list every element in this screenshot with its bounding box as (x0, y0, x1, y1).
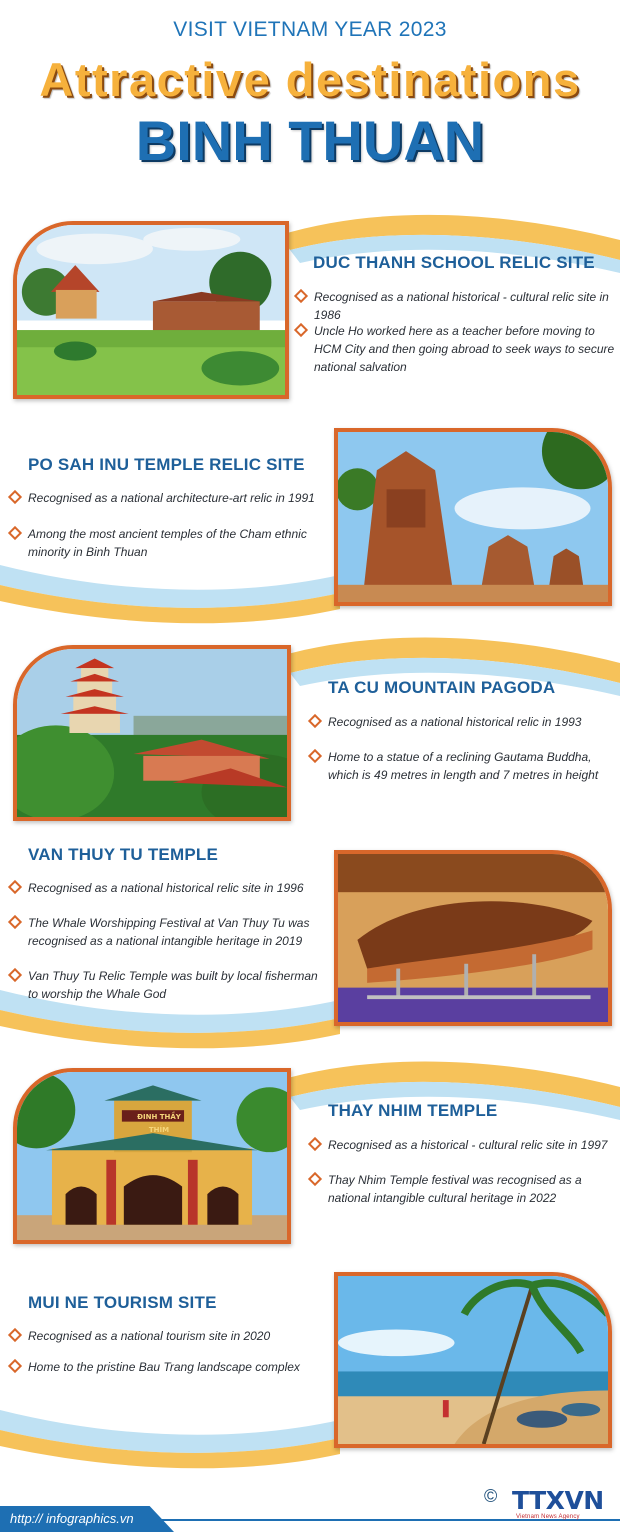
bullet-ta-cu-1: Recognised as a national historical relic in 1993 (310, 713, 618, 731)
bullet-van-thuy-tu-3: Van Thuy Tu Relic Temple was built by local fisherman to worship the Whale God (10, 967, 330, 1003)
bullet-thay-nhim-1: Recognised as a historical - cultural relic site in 1997 (310, 1136, 618, 1154)
site-title-thay-nhim: THAY NHIM TEMPLE (328, 1101, 498, 1120)
photo-van-thuy-tu (334, 850, 612, 1026)
bullet-po-sah-inu-2: Among the most ancient temples of the Cham ethnic minority in Binh Thuan (10, 525, 320, 561)
site-title-ta-cu: TA CU MOUNTAIN PAGODA (328, 678, 556, 697)
site-title-po-sah-inu: PO SAH INU TEMPLE RELIC SITE (28, 455, 305, 474)
photo-ta-cu-pagoda (13, 645, 291, 821)
header (0, 0, 620, 200)
header-kicker: VISIT VIETNAM YEAR 2023 (173, 18, 447, 41)
bullet-duc-thanh-2: Uncle Ho worked here as a teacher before moving to HCM City and then going abroad to seek ways to secure national salvation (296, 322, 616, 376)
photo-thay-nhim-temple (13, 1068, 291, 1244)
temple-sign-text: ĐINH THẦY THÍM (137, 1113, 181, 1134)
bullet-thay-nhim-2: Thay Nhim Temple festival was recognised as a national intangible cultural heritage in 2022 (310, 1171, 618, 1207)
footer-url-link[interactable]: http:// infographics.vn (10, 1511, 134, 1526)
site-title-duc-thanh: DUC THANH SCHOOL RELIC SITE (313, 253, 595, 272)
agency-name: Vietnam News Agency (516, 1514, 580, 1520)
bullet-van-thuy-tu-2: The Whale Worshipping Festival at Van Thuy Tu was recognised as a national intangible heritage in 2019 (10, 914, 340, 950)
bullet-mui-ne-2: Home to the pristine Bau Trang landscape complex (10, 1358, 330, 1376)
header-subtitle: BINH THUAN (135, 109, 485, 172)
bullet-po-sah-inu-1: Recognised as a national architecture-art relic in 1991 (10, 489, 330, 507)
photo-po-sah-inu (334, 428, 612, 606)
bullet-mui-ne-1: Recognised as a national tourism site in 2020 (10, 1327, 330, 1345)
bullet-van-thuy-tu-1: Recognised as a national historical relic site in 1996 (10, 879, 330, 897)
ttxvn-logo: TTXVN (512, 1486, 604, 1515)
site-title-mui-ne: MUI NE TOURISM SITE (28, 1293, 217, 1312)
copyright-icon: © (484, 1486, 498, 1506)
site-title-van-thuy-tu: VAN THUY TU TEMPLE (28, 845, 218, 864)
header-title: Attractive destinations (39, 53, 581, 106)
photo-mui-ne (334, 1272, 612, 1448)
bullet-ta-cu-2: Home to a statue of a reclining Gautama Buddha, which is 49 metres in length and 7 metres in height (310, 748, 618, 784)
bullet-duc-thanh-1: Recognised as a national historical - cultural relic site in 1986 (296, 288, 616, 324)
photo-duc-thanh-school (13, 221, 289, 399)
